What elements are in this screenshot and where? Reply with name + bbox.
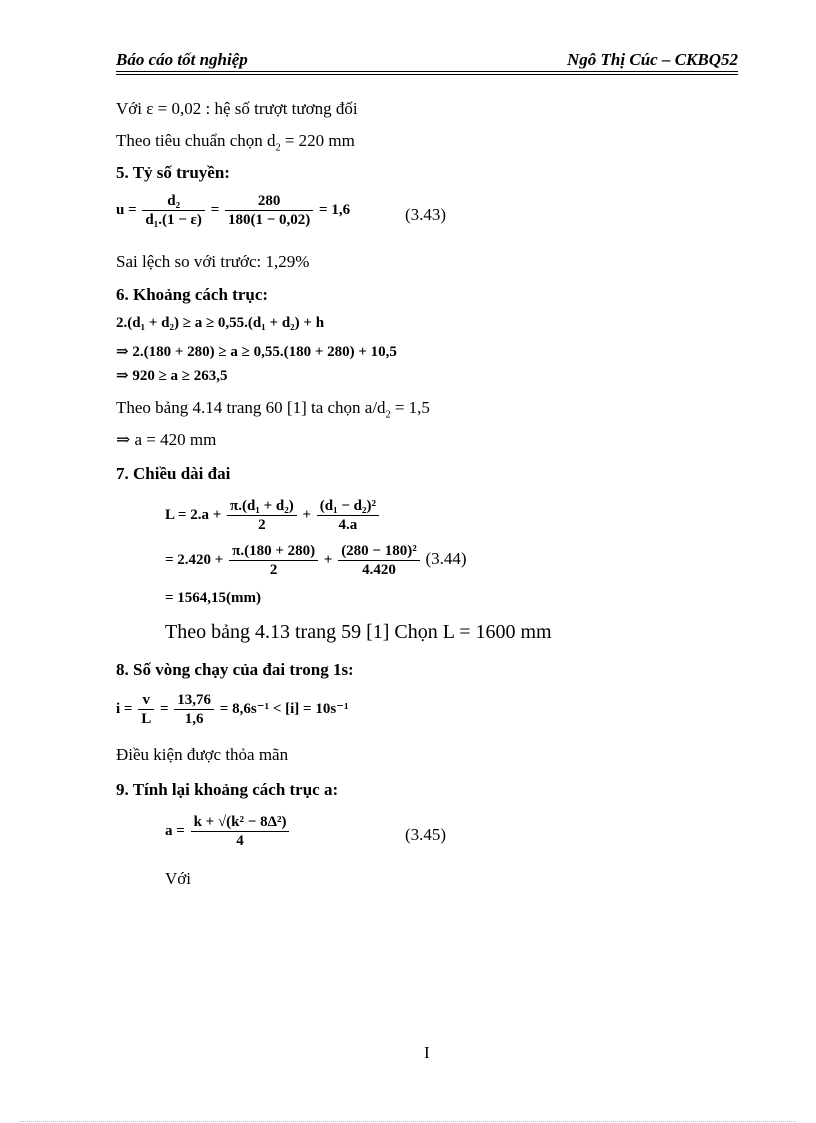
- length-eq-line-3: = 1564,15(mm): [165, 590, 262, 606]
- section-6-heading: 6. Khoảng cách trục:: [116, 285, 269, 304]
- table-4-14-line: [116, 398, 430, 420]
- d2-line-value: = 220 mm: [280, 131, 355, 150]
- length-l2-lhs: = 2.420 +: [165, 551, 224, 568]
- ratio-result: = 1,6: [319, 201, 351, 218]
- rev-equals: =: [159, 700, 169, 717]
- eq-number-3-43: (3.43): [405, 205, 447, 224]
- table-4-14-value: = 1,5: [390, 398, 430, 417]
- eq-number-3-45: (3.45): [405, 825, 447, 844]
- length-l2-plus: +: [323, 551, 333, 568]
- d2-line: [116, 131, 355, 153]
- ratio-den2: 180(1 − 0,02): [228, 212, 311, 228]
- header-rule-bottom: [116, 74, 738, 75]
- condition-line: Điều kiện được thỏa mãn: [116, 745, 289, 764]
- length-eq-line-1: [165, 497, 381, 534]
- rev-den1: L: [141, 711, 152, 727]
- ratio-num1: d₂: [142, 192, 205, 211]
- length-l2-frac1: [229, 542, 318, 579]
- rev-num2: 13,76: [174, 691, 214, 710]
- table-4-14-text: Theo bảng 4.14 trang 60 [1] ta chọn a/d: [116, 398, 386, 417]
- header-title: Báo cáo tốt nghiệp: [116, 50, 248, 69]
- length-eq-line-2: [165, 542, 467, 579]
- length-l1-den1: 2: [258, 517, 266, 533]
- rev-num1: v: [138, 691, 154, 710]
- length-l1-den2: 4.a: [338, 517, 358, 533]
- length-l1-num1: π.(d₁ + d₂): [227, 497, 297, 516]
- table-4-14-sub: 2: [385, 409, 391, 421]
- d2-line-sub: 2: [275, 142, 281, 154]
- length-l2-num1: π.(180 + 280): [229, 542, 318, 561]
- ratio-lhs: u =: [116, 201, 137, 218]
- length-l1-plus: +: [302, 506, 312, 523]
- ratio-frac-numeric: [225, 192, 313, 229]
- length-l2-den2: 4.420: [362, 562, 396, 578]
- a-value-line: ⇒ a = 420 mm: [116, 430, 217, 449]
- length-l1-num2: (d₁ − d₂)²: [317, 497, 379, 516]
- section-8-heading: 8. Số vòng chạy của đai trong 1s:: [116, 660, 354, 679]
- header-author: Ngô Thị Cúc – CKBQ52: [567, 50, 738, 69]
- deviation-line: Sai lệch so với trước: 1,29%: [116, 252, 310, 271]
- ratio-frac-symbolic: [142, 192, 205, 229]
- rev-frac-numeric: [174, 691, 214, 728]
- ratio-den1: d₁.(1 − ε): [145, 212, 202, 228]
- length-l2-num2: (280 − 180)²: [338, 542, 420, 561]
- section-5-heading: 5. Tỷ số truyền:: [116, 163, 230, 182]
- rev-equation: [116, 691, 349, 728]
- with-line: Với: [165, 869, 191, 888]
- page-number: I: [424, 1043, 430, 1062]
- length-l2-frac2: [338, 542, 420, 579]
- section-9-heading: 9. Tính lại khoảng cách trục a:: [116, 780, 339, 799]
- choose-length-line: Theo bảng 4.13 trang 59 [1] Chọn L = 1600 mm: [165, 621, 552, 643]
- epsilon-line: Với ε = 0,02 : hệ số trượt tương đối: [116, 99, 358, 118]
- axis-lhs: a =: [165, 822, 185, 839]
- ratio-num2: 280: [225, 192, 313, 211]
- rev-lhs: i =: [116, 700, 133, 717]
- length-l2-den1: 2: [269, 562, 278, 578]
- rev-result: = 8,6s⁻¹ < [i] = 10s⁻¹: [219, 700, 349, 717]
- section-7-heading: 7. Chiều dài đai: [116, 464, 231, 483]
- page-bottom-divider: [20, 1121, 796, 1122]
- ineq-line-2: ⇒ 2.(180 + 280) ≥ a ≥ 0,55.(180 + 280) + 10,5: [116, 344, 397, 360]
- header-rule-top: [116, 71, 738, 72]
- ineq-line-3: ⇒ 920 ≥ a ≥ 263,5: [116, 368, 228, 384]
- axis-num: k + √(k² − 8Δ²): [191, 813, 290, 832]
- d2-line-text: Theo tiêu chuẩn chọn d: [116, 131, 276, 150]
- axis-frac: [191, 813, 290, 850]
- axis-den: 4: [236, 833, 244, 849]
- rev-frac-symbolic: [138, 691, 154, 728]
- length-l1-lhs: L = 2.a +: [165, 506, 222, 523]
- length-l1-frac1: [227, 497, 297, 534]
- length-l1-frac2: [317, 497, 379, 534]
- eq-number-3-44: (3.44): [425, 548, 467, 568]
- ineq-line-1: 2.(d₁ + d₂) ≥ a ≥ 0,55.(d₁ + d₂) + h: [116, 315, 325, 331]
- ratio-equals: =: [210, 201, 220, 218]
- ratio-equation: [116, 192, 350, 229]
- rev-den2: 1,6: [184, 711, 204, 727]
- axis-distance-equation: [165, 813, 291, 850]
